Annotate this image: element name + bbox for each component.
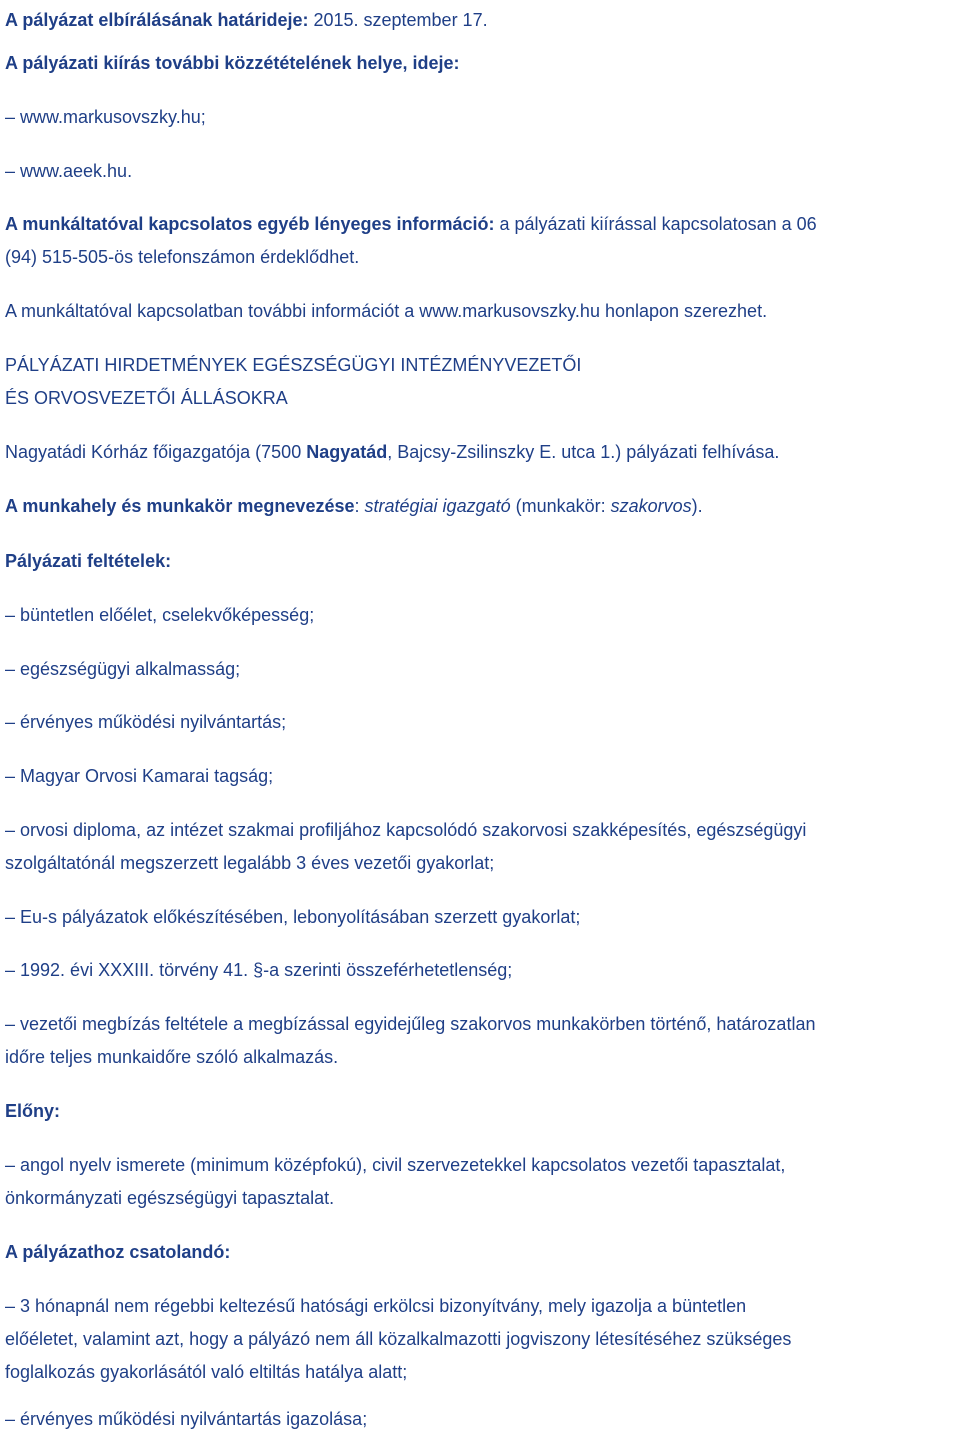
- position-title: stratégiai igazgató: [364, 496, 511, 516]
- deadline-value: 2015. szeptember 17.: [308, 10, 488, 30]
- condition-item: – büntetlen előélet, cselekvőképesség;: [5, 605, 315, 625]
- position-text: ).: [691, 496, 703, 516]
- condition-item: – vezetői megbízás feltétele a megbízással egyidejűleg szakorvos munkakörben történő, határozatlan: [5, 1014, 816, 1034]
- attachment-item: – 3 hónapnál nem régebbi keltezésű hatósági erkölcsi bizonyítvány, mely igazolja a büntetlen: [5, 1296, 747, 1316]
- condition-item: – 1992. évi XXXIII. törvény 41. §-a szerinti összeférhetetlenség;: [5, 960, 513, 980]
- condition-item: időre teljes munkaidőre szóló alkalmazás.: [5, 1047, 339, 1067]
- attachment-item: előéletet, valamint azt, hogy a pályázó nem áll közalkalmazotti jogviszony létesítéséhez szükséges: [5, 1329, 792, 1349]
- condition-item: – orvosi diploma, az intézet szakmai profiljához kapcsolódó szakorvosi szakképesítés, egészségügyi: [5, 820, 807, 840]
- position-text: (munkakör:: [510, 496, 611, 516]
- condition-item: – Magyar Orvosi Kamarai tagság;: [5, 766, 274, 786]
- deadline-label: A pályázat elbírálásának határideje:: [5, 10, 309, 30]
- position-line: [5, 490, 956, 523]
- employer-info-label: A munkáltatóval kapcsolatos egyéb lényeges információ:: [5, 214, 495, 234]
- condition-item: – érvényes működési nyilvántartás;: [5, 712, 287, 732]
- intro-city: Nagyatád: [306, 442, 388, 462]
- position-role: szakorvos: [610, 496, 692, 516]
- notice-heading: PÁLYÁZATI HIRDETMÉNYEK EGÉSZSÉGÜGYI INTÉZMÉNYVEZETŐI: [5, 355, 582, 375]
- intro-line: [5, 436, 956, 469]
- advantage-item: önkormányzati egészségügyi tapasztalat.: [5, 1188, 335, 1208]
- employer-info-text: a pályázati kiírással kapcsolatosan a 06: [494, 214, 817, 234]
- publication-item: – www.markusovszky.hu;: [5, 107, 206, 127]
- attachments-heading: A pályázathoz csatolandó:: [5, 1242, 231, 1262]
- employer-info-text: (94) 515-505-ös telefonszámon érdeklődhet.: [5, 247, 360, 267]
- further-info: A munkáltatóval kapcsolatban további információt a www.markusovszky.hu honlapon szerezhet.: [5, 301, 768, 321]
- condition-item: szolgáltatónál megszerzett legalább 3 éves vezetői gyakorlat;: [5, 853, 495, 873]
- advantage-item: – angol nyelv ismerete (minimum középfokú), civil szervezetekkel kapcsolatos vezetői tapasztalat,: [5, 1155, 786, 1175]
- position-label: A munkahely és munkakör megnevezése: [5, 496, 355, 516]
- conditions-heading: Pályázati feltételek:: [5, 551, 172, 571]
- employer-info-line: [5, 208, 956, 241]
- condition-item: – egészségügyi alkalmasság;: [5, 659, 241, 679]
- publication-label: A pályázati kiírás további közzétételének helye, ideje:: [5, 53, 460, 73]
- intro-text: Nagyatádi Kórház főigazgatója (7500: [5, 442, 307, 462]
- deadline-line: [5, 4, 956, 37]
- condition-item: – Eu-s pályázatok előkészítésében, lebonyolításában szerzett gyakorlat;: [5, 907, 581, 927]
- publication-item: – www.aeek.hu.: [5, 161, 133, 181]
- attachment-item: – érvényes működési nyilvántartás igazolása;: [5, 1409, 368, 1429]
- position-text: :: [354, 496, 365, 516]
- advantage-heading: Előny:: [5, 1101, 61, 1121]
- attachment-item: foglalkozás gyakorlásától való eltiltás hatálya alatt;: [5, 1362, 408, 1382]
- notice-heading: ÉS ORVOSVEZETŐI ÁLLÁSOKRA: [5, 388, 288, 408]
- intro-text: , Bajcsy-Zsilinszky E. utca 1.) pályázati felhívása.: [387, 442, 780, 462]
